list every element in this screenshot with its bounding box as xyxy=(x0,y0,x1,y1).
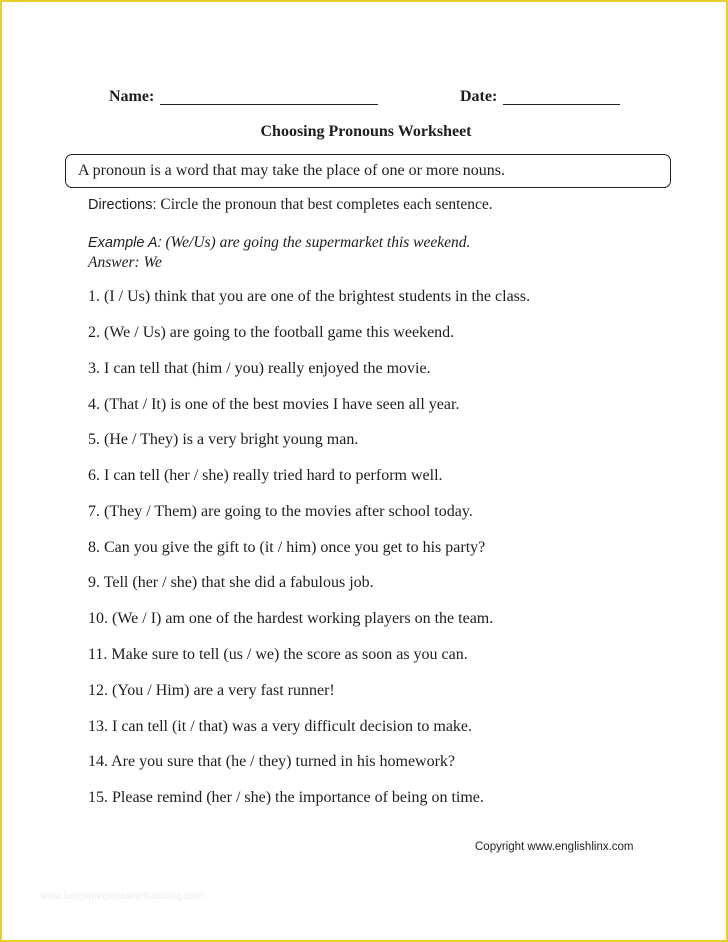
question-14: 14. Are you sure that (he / they) turned in his homework? xyxy=(88,753,456,770)
question-1: 1. (I / Us) think that you are one of the brightest students in the class. xyxy=(88,288,531,305)
example-sentence-line xyxy=(88,233,470,253)
question-11: 11. Make sure to tell (us / we) the score as soon as you can. xyxy=(88,646,468,663)
question-13: 13. I can tell (it / that) was a very difficult decision to make. xyxy=(88,718,473,735)
directions-lead: Directions: xyxy=(88,197,157,213)
question-12: 12. (You / Him) are a very fast runner! xyxy=(88,682,335,699)
worksheet-page xyxy=(2,2,726,940)
watermark: www.benjaminpantamethodblog.com xyxy=(40,891,204,902)
name-label: Name: xyxy=(109,88,155,105)
example-block xyxy=(88,233,470,273)
example-lead: Example A: xyxy=(88,235,162,251)
directions-text: Circle the pronoun that best completes each sentence. xyxy=(160,196,493,213)
question-5: 5. (He / They) is a very bright young man. xyxy=(88,431,359,448)
example-answer: Answer: We xyxy=(88,254,162,271)
question-10: 10. (We / I) am one of the hardest working players on the team. xyxy=(88,610,494,627)
example-sentence: (We/Us) are going the supermarket this weekend. xyxy=(165,234,471,251)
copyright-notice: Copyright www.englishlinx.com xyxy=(475,841,634,853)
question-6: 6. I can tell (her / she) really tried hard to perform well. xyxy=(88,467,443,484)
question-15: 15. Please remind (her / she) the importance of being on time. xyxy=(88,789,484,806)
question-2: 2. (We / Us) are going to the football game this weekend. xyxy=(88,324,455,341)
directions xyxy=(88,196,493,214)
definition-text: A pronoun is a word that may take the place of one or more nouns. xyxy=(78,162,505,179)
question-8: 8. Can you give the gift to (it / him) once you get to his party? xyxy=(88,539,486,556)
question-3: 3. I can tell that (him / you) really enjoyed the movie. xyxy=(88,360,431,377)
date-label: Date: xyxy=(460,88,498,105)
question-7: 7. (They / Them) are going to the movies after school today. xyxy=(88,503,473,520)
definition-box xyxy=(65,154,671,188)
worksheet-title: Choosing Pronouns Worksheet xyxy=(260,123,472,140)
question-9: 9. Tell (her / she) that she did a fabulous job. xyxy=(88,574,374,591)
question-4: 4. (That / It) is one of the best movies I have seen all year. xyxy=(88,396,460,413)
name-blank-line[interactable] xyxy=(160,104,378,105)
date-blank-line[interactable] xyxy=(503,104,620,105)
